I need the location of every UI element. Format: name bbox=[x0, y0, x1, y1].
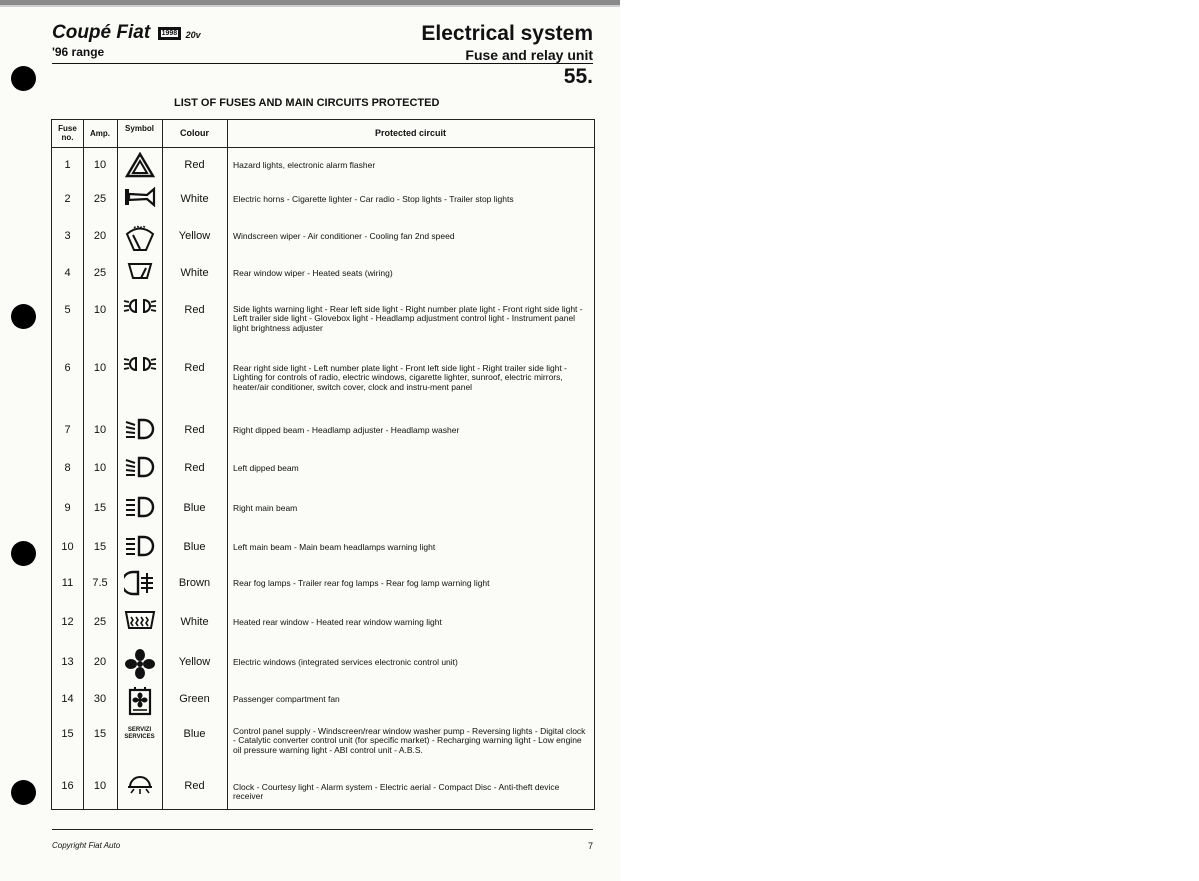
fuse-number: 6 bbox=[64, 362, 71, 374]
fuse-amperage: 20 bbox=[93, 656, 107, 668]
col-header-symbol: Symbol bbox=[125, 124, 154, 133]
protected-circuit-text: Electric windows (integrated services electronic control unit) bbox=[233, 657, 458, 667]
footer-rule bbox=[52, 829, 593, 830]
fuse-amperage: 15 bbox=[93, 541, 107, 553]
fuse-number: 3 bbox=[64, 230, 71, 242]
fuse-number: 9 bbox=[64, 502, 71, 514]
col-header-protected-circuit: Protected circuit bbox=[374, 128, 447, 138]
horn-icon bbox=[117, 186, 162, 208]
protected-circuit-text: Rear fog lamps - Trailer rear fog lamps - Rear fog lamp warning light bbox=[233, 578, 490, 588]
fuse-amperage: 25 bbox=[93, 616, 107, 628]
fuse-amperage: 15 bbox=[93, 728, 107, 740]
fuse-number: 8 bbox=[64, 462, 71, 474]
binder-hole bbox=[11, 66, 36, 91]
col-header-colour: Colour bbox=[180, 128, 209, 138]
header-row-divider bbox=[52, 147, 594, 148]
fuse-amperage: 7.5 bbox=[92, 577, 108, 589]
fuse-number: 11 bbox=[61, 577, 74, 589]
windscreen-wiper-icon bbox=[117, 223, 162, 253]
model-range: '96 range bbox=[52, 45, 105, 59]
fuse-amperage: 20 bbox=[93, 230, 107, 242]
side-lights-icon bbox=[117, 355, 162, 373]
fuse-number: 14 bbox=[61, 693, 74, 705]
section-subtitle: Fuse and relay unit bbox=[465, 47, 593, 63]
protected-circuit-text: Rear right side light - Left number plate light - Front left side light - Right trailer side light - Lighting for controls of radio, electric windows, cigarette lighter, sunroof, electric mirrors, heater/air conditioner, switch cover, clock and instru-ment panel bbox=[233, 363, 568, 392]
compartment-fan-icon bbox=[117, 686, 162, 716]
protected-circuit-text: Hazard lights, electronic alarm flasher bbox=[233, 160, 376, 170]
year-badge: 1998 bbox=[158, 27, 182, 40]
wire-colour: White bbox=[180, 267, 209, 279]
fuse-number: 5 bbox=[64, 304, 71, 316]
protected-circuit-text: Right dipped beam - Headlamp adjuster - Headlamp washer bbox=[233, 425, 460, 435]
fuse-amperage: 30 bbox=[93, 693, 107, 705]
protected-circuit-text: Windscreen wiper - Air conditioner - Cooling fan 2nd speed bbox=[233, 231, 455, 241]
col-header-amp: Amp. bbox=[90, 129, 110, 138]
dipped-beam-icon bbox=[117, 417, 162, 441]
fuse-number: 10 bbox=[61, 541, 74, 553]
main-beam-icon bbox=[117, 534, 162, 558]
fuse-amperage: 25 bbox=[93, 267, 107, 279]
wire-colour: Red bbox=[184, 424, 205, 436]
binder-hole bbox=[11, 780, 36, 805]
col-header-fuse-no: Fuse no. bbox=[58, 124, 77, 142]
fuse-amperage: 10 bbox=[93, 780, 107, 792]
scan-top-edge-shade bbox=[0, 5, 620, 7]
manual-header-right bbox=[421, 22, 593, 63]
copyright: Copyright Fiat Auto bbox=[52, 841, 121, 850]
wire-colour: Brown bbox=[178, 577, 211, 589]
fuse-number: 13 bbox=[61, 656, 74, 668]
protected-circuit-text: Rear window wiper - Heated seats (wiring) bbox=[233, 268, 393, 278]
engine-suffix: 20v bbox=[185, 30, 201, 40]
wire-colour: Yellow bbox=[178, 230, 211, 242]
table-title: LIST OF FUSES AND MAIN CIRCUITS PROTECTED bbox=[174, 97, 440, 109]
dipped-beam-icon bbox=[117, 455, 162, 479]
fuse-amperage: 10 bbox=[93, 159, 107, 171]
main-beam-icon bbox=[117, 495, 162, 519]
protected-circuit-text: Right main beam bbox=[233, 503, 298, 513]
rear-fog-icon bbox=[117, 570, 162, 596]
fuse-number: 7 bbox=[64, 424, 71, 436]
wire-colour: White bbox=[180, 616, 209, 628]
fuse-amperage: 10 bbox=[93, 362, 107, 374]
wire-colour: Red bbox=[184, 462, 205, 474]
heated-rear-window-icon bbox=[117, 609, 162, 631]
wire-colour: White bbox=[180, 193, 209, 205]
fuse-amperage: 25 bbox=[93, 193, 107, 205]
side-lights-icon bbox=[117, 297, 162, 315]
protected-circuit-text: Clock - Courtesy light - Alarm system - Electric aerial - Compact Disc - Anti-theft device receiver bbox=[233, 782, 560, 802]
protected-circuit-text: Electric horns - Cigarette lighter - Car radio - Stop lights - Trailer stop lights bbox=[233, 194, 514, 204]
fuse-amperage: 10 bbox=[93, 304, 107, 316]
wire-colour: Blue bbox=[183, 541, 206, 553]
servizi-services-icon: SERVIZI SERVICES bbox=[124, 727, 155, 740]
brand-name: Coupé Fiat bbox=[52, 22, 151, 43]
protected-circuit-text: Passenger compartment fan bbox=[233, 694, 340, 704]
wire-colour: Red bbox=[184, 159, 205, 171]
header-rule bbox=[52, 63, 593, 64]
hazard-triangle-icon bbox=[117, 152, 162, 178]
fuse-number: 15 bbox=[61, 728, 74, 740]
fuse-table bbox=[51, 119, 595, 810]
fuse-amperage: 10 bbox=[93, 462, 107, 474]
fuse-number: 12 bbox=[61, 616, 74, 628]
binder-hole bbox=[11, 304, 36, 329]
rear-wiper-icon bbox=[117, 260, 162, 282]
footer-page-number: 7 bbox=[587, 841, 593, 851]
protected-circuit-text: Heated rear window - Heated rear window warning light bbox=[233, 617, 442, 627]
section-title: Electrical system bbox=[421, 22, 593, 45]
fuse-amperage: 10 bbox=[93, 424, 107, 436]
protected-circuit-text: Left main beam - Main beam headlamps warning light bbox=[233, 542, 436, 552]
fuse-number: 2 bbox=[64, 193, 71, 205]
wire-colour: Yellow bbox=[178, 656, 211, 668]
protected-circuit-text: Side lights warning light - Rear left side light - Right number plate light - Front right side light - Left trailer side light - Glovebox light - Headlamp adjustment control light - Instrument panel light brightness adjuster bbox=[233, 304, 583, 333]
section-page-number: 55. bbox=[563, 65, 593, 88]
wire-colour: Blue bbox=[183, 728, 206, 740]
fuse-number: 4 bbox=[64, 267, 71, 279]
courtesy-light-icon bbox=[117, 773, 162, 795]
brand-line bbox=[52, 22, 201, 44]
wire-colour: Red bbox=[184, 304, 205, 316]
fuse-number: 16 bbox=[61, 780, 74, 792]
wire-colour: Red bbox=[184, 780, 205, 792]
fuse-number: 1 bbox=[64, 159, 71, 171]
wire-colour: Red bbox=[184, 362, 205, 374]
protected-circuit-text: Control panel supply - Windscreen/rear window washer pump - Reversing lights - Digital clock - Catalytic converter control unit (for specific market) - Recharging warning light - Low engine oil pressure warning light - ABI control unit - A.B.S. bbox=[233, 726, 586, 755]
fan-icon bbox=[117, 649, 162, 679]
column-divider bbox=[227, 120, 228, 809]
binder-hole bbox=[11, 541, 36, 566]
wire-colour: Green bbox=[179, 693, 210, 705]
protected-circuit-text: Left dipped beam bbox=[233, 463, 299, 473]
manual-header-left bbox=[52, 22, 201, 59]
fuse-amperage: 15 bbox=[93, 502, 107, 514]
wire-colour: Blue bbox=[183, 502, 206, 514]
